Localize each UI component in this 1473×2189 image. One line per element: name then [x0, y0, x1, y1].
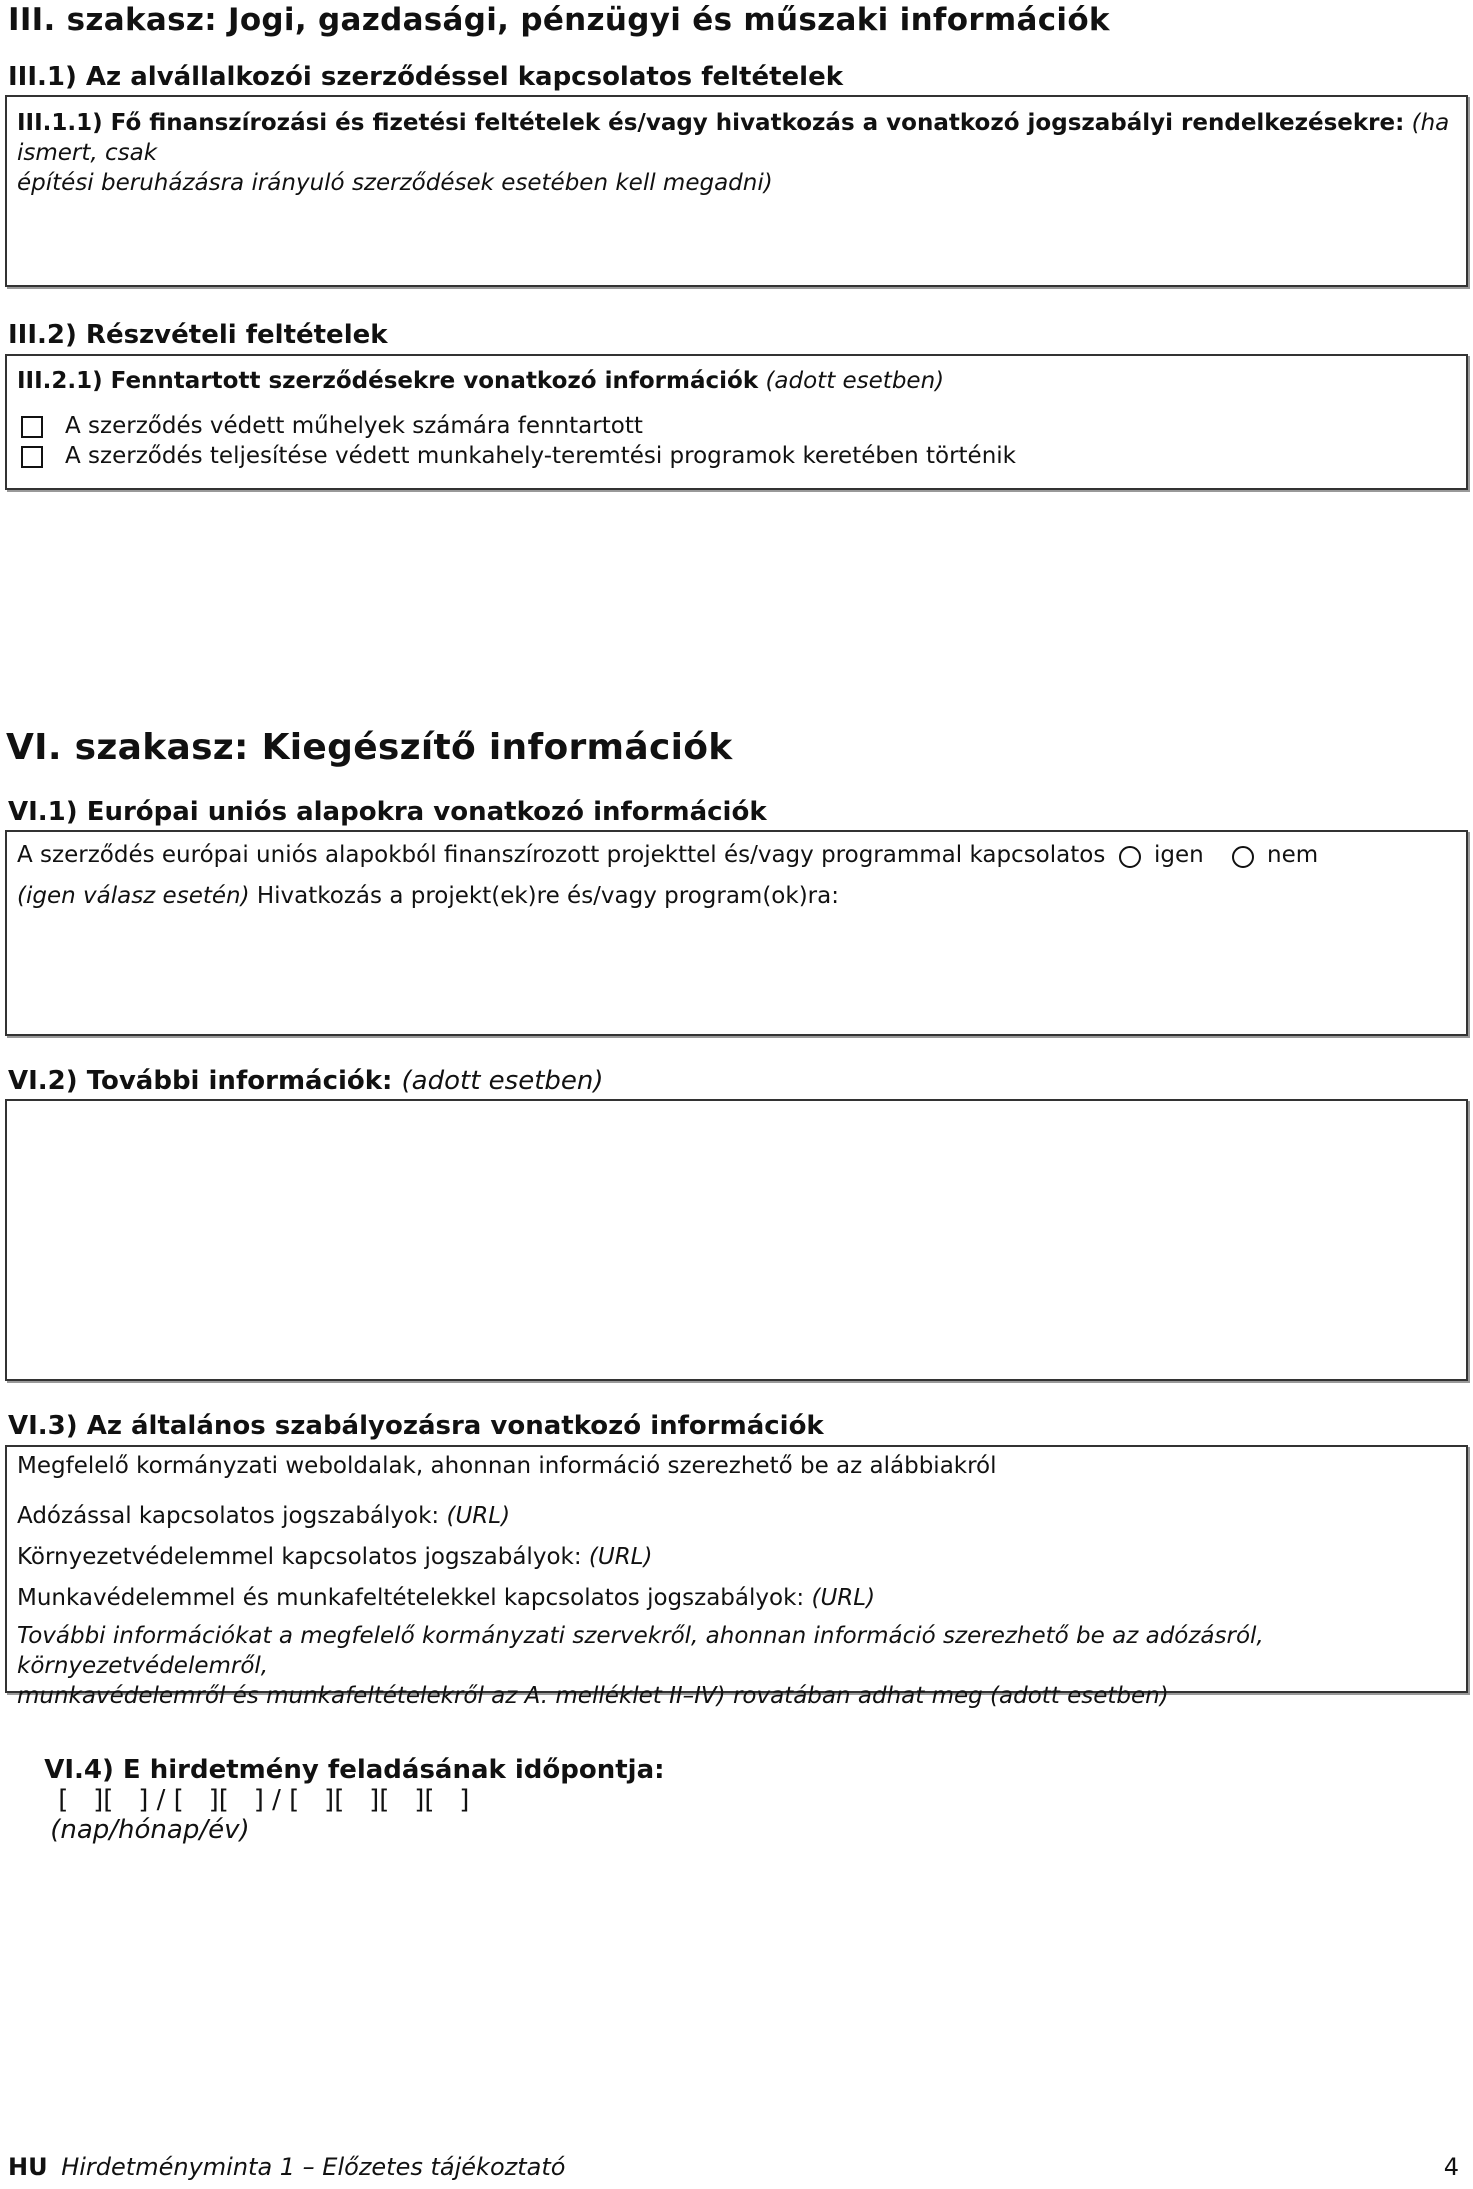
footer-left — [8, 2153, 565, 2181]
section-3-1-1-label: III.1.1) Fő finanszírozási és fizetési feltételek és/vagy hivatkozás a vonatkozó jogszabályi rendelkezésekre: — [17, 110, 1405, 136]
eu-funds-no-radio[interactable] — [1232, 846, 1254, 868]
date-format-note: (nap/hónap/év) — [50, 1815, 250, 1845]
eu-funds-yes-label: igen — [1154, 842, 1204, 868]
eu-funds-yes-radio[interactable] — [1119, 846, 1141, 868]
dispatch-date-input[interactable]: [ ][ ] / [ ][ ] / [ ][ ][ ][ ] — [58, 1785, 470, 1815]
section-6-title: VI. szakasz: Kiegészítő információk — [6, 727, 733, 768]
section-6-3-more-info-1: További információkat a megfelelő kormányzati szervekről, ahonnan információ szerezhető be az adózásról, környezetvédelemről, — [17, 1623, 1264, 1679]
eu-funds-ref-line — [17, 883, 839, 909]
section-3-1-1-note-2: építési beruházásra irányuló szerződések esetében kell megadni) — [17, 170, 773, 196]
eu-funds-ref-note: (igen válasz esetén) — [17, 883, 250, 909]
reserved-workshops-label: A szerződés védett műhelyek számára fenntartott — [65, 413, 643, 439]
footer-language: HU — [8, 2153, 48, 2181]
section-6-3-heading: VI.3) Az általános szabályozásra vonatkozó információk — [8, 1411, 824, 1441]
section-3-title: III. szakasz: Jogi, gazdasági, pénzügyi és műszaki információk — [8, 2, 1110, 38]
eu-funds-ref-input[interactable] — [17, 924, 1455, 1022]
section-6-1-heading: VI.1) Európai uniós alapokra vonatkozó információk — [8, 797, 767, 827]
tax-legislation-url[interactable]: (URL) — [446, 1503, 511, 1529]
tax-legislation-label: Adózással kapcsolatos jogszabályok: — [17, 1503, 440, 1529]
employment-legislation-line — [17, 1585, 875, 1611]
eu-funds-no-label: nem — [1267, 842, 1319, 868]
section-6-2-note: (adott esetben) — [401, 1066, 604, 1096]
section-6-2-heading: VI.2) További információk: — [8, 1066, 393, 1096]
tax-legislation-line — [17, 1503, 510, 1529]
section-6-3-more-info — [17, 1621, 1462, 1711]
section-3-1-1-box — [5, 95, 1468, 287]
eu-funds-ref-label: Hivatkozás a projekt(ek)re és/vagy program(ok)ra: — [256, 883, 839, 909]
page-number: 4 — [1443, 2153, 1459, 2181]
additional-info-box[interactable] — [5, 1099, 1468, 1381]
environment-legislation-line — [17, 1544, 652, 1570]
section-3-1-1-note-1: (ha ismert, csak — [17, 110, 1450, 166]
sheltered-employment-checkbox[interactable] — [21, 446, 43, 468]
environment-legislation-url[interactable]: (URL) — [588, 1544, 653, 1570]
eu-funds-question: A szerződés európai uniós alapokból finanszírozott projekttel és/vagy programmal kapcsolatos — [17, 842, 1106, 868]
sheltered-employment-label: A szerződés teljesítése védett munkahely-teremtési programok keretében történik — [65, 443, 1016, 469]
section-3-2-heading: III.2) Részvételi feltételek — [8, 320, 388, 350]
section-6-3-intro: Megfelelő kormányzati weboldalak, ahonnan információ szerezhető be az alábbiakról — [17, 1453, 997, 1479]
employment-legislation-label: Munkavédelemmel és munkafeltételekkel kapcsolatos jogszabályok: — [17, 1585, 805, 1611]
section-3-1-heading: III.1) Az alvállalkozói szerződéssel kapcsolatos feltételek — [8, 62, 844, 92]
section-3-2-1-label: III.2.1) Fenntartott szerződésekre vonatkozó információk — [17, 368, 759, 394]
section-6-2-heading-line — [8, 1066, 604, 1096]
section-6-3-more-info-2: munkavédelemről és munkafeltételekről az A. melléklet II–IV) rovatában adhat meg (adott esetben) — [17, 1683, 1169, 1709]
section-6-4-line — [8, 1725, 665, 1875]
section-6-1-box — [5, 830, 1468, 1036]
section-3-1-1-text — [17, 108, 1457, 198]
section-3-2-1-note: (adott esetben) — [765, 368, 945, 394]
section-3-2-1-line — [17, 368, 944, 394]
section-6-4-heading: VI.4) E hirdetmény feladásának időpontja: — [44, 1755, 665, 1785]
environment-legislation-label: Környezetvédelemmel kapcsolatos jogszabályok: — [17, 1544, 582, 1570]
reserved-workshops-checkbox[interactable] — [21, 416, 43, 438]
employment-legislation-url[interactable]: (URL) — [811, 1585, 876, 1611]
section-6-3-box — [5, 1445, 1468, 1709]
section-3-2-1-box — [5, 354, 1468, 490]
footer-form-name: Hirdetményminta 1 – Előzetes tájékoztató — [61, 2153, 566, 2181]
